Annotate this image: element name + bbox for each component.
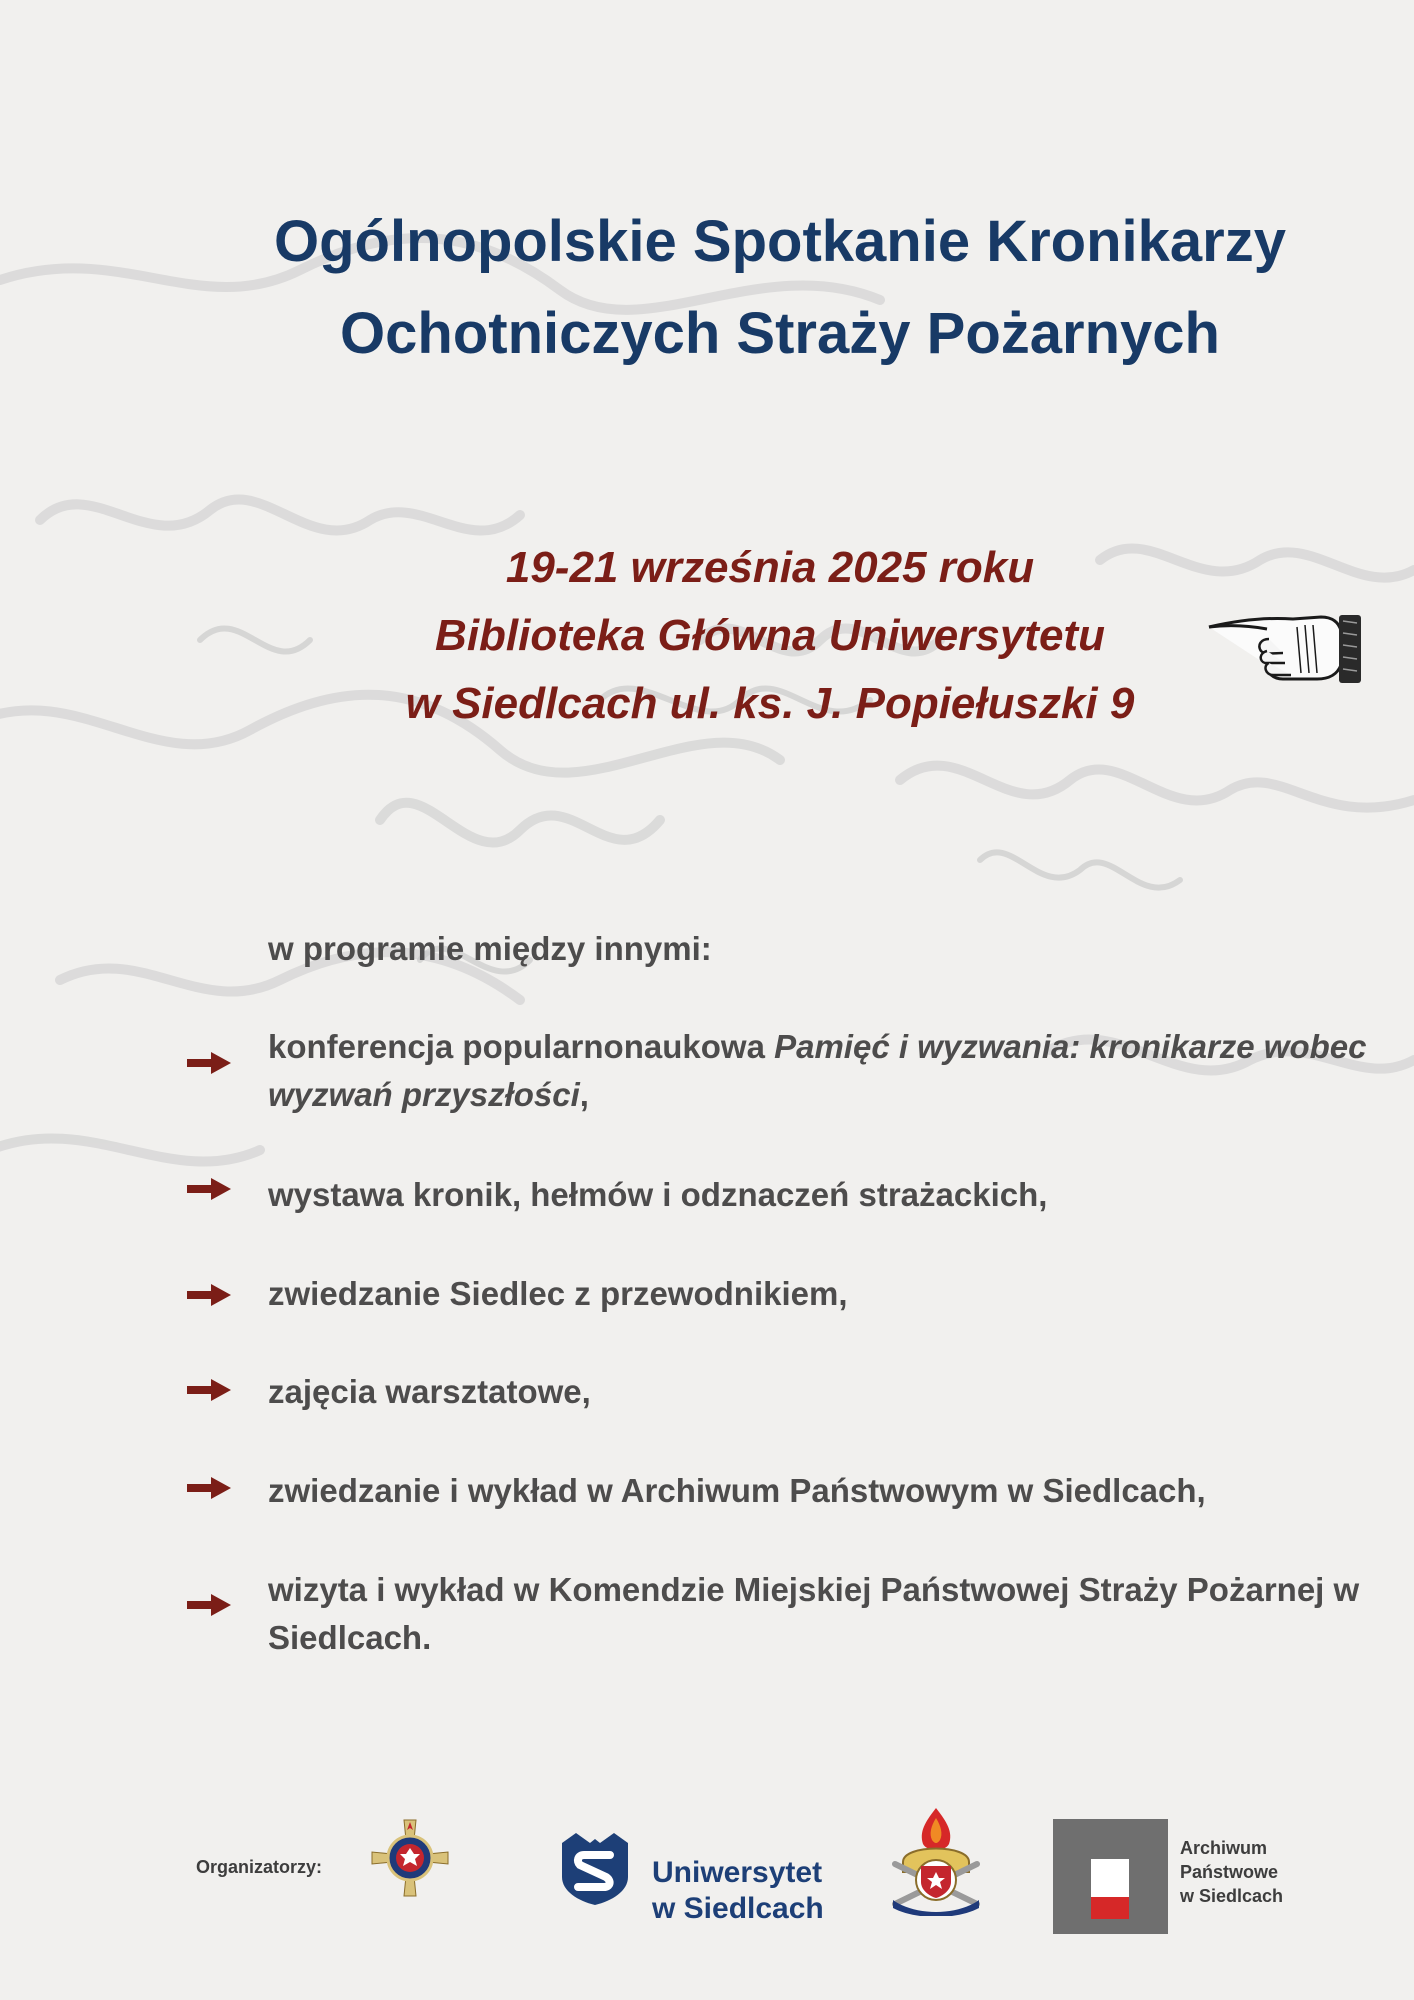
zosp-emblem-logo: [370, 1818, 450, 1898]
title-line-1: Ogólnopolskie Spotkanie Kronikarzy: [274, 209, 1286, 274]
program-item-2: wystawa kronik, hełmów i odznaczeń strażackich,: [268, 1176, 1048, 1213]
university-name: [652, 1855, 824, 1927]
organizers-label: Organizatorzy:: [196, 1857, 323, 1877]
program-item-1-conference-title: Pamięć i wyzwania: kronikarze wobec wyzwań przyszłości: [268, 1028, 1367, 1113]
event-venue-line-1: Biblioteka Główna Uniwersytetu: [435, 611, 1105, 660]
archiwum-panstwowe-logo: [1053, 1819, 1168, 1934]
title-line-2: Ochotniczych Straży Pożarnych: [340, 301, 1220, 366]
arrow-right-icon: [187, 1477, 231, 1499]
archive-name-line-2: Państwowe: [1180, 1862, 1279, 1882]
event-dates: 19-21 września 2025 roku: [505, 543, 1035, 592]
arrow-right-icon: [187, 1284, 231, 1306]
event-venue-line-2: w Siedlcach ul. ks. J. Popiełuszki 9: [405, 679, 1135, 728]
program-intro: w programie między innymi:: [268, 930, 712, 967]
arrow-right-icon: [187, 1178, 231, 1200]
program-item-1-prefix: konferencja popularnonaukowa: [268, 1028, 775, 1065]
university-name-line-2: w Siedlcach: [652, 1892, 824, 1925]
program-item-1: [268, 1023, 1368, 1119]
arrow-right-icon: [187, 1379, 231, 1401]
archive-name-line-1: Archiwum: [1180, 1838, 1268, 1858]
program-item-1-suffix: ,: [579, 1076, 589, 1113]
pointing-hand-icon: [1205, 603, 1365, 693]
event-details: [300, 534, 1240, 738]
psp-emblem-logo: [885, 1806, 987, 1916]
arrow-right-icon: [187, 1594, 231, 1616]
university-siedlce-logo: [556, 1829, 634, 1907]
page-title: [160, 196, 1400, 380]
program-item-3: zwiedzanie Siedlec z przewodnikiem,: [268, 1275, 848, 1312]
archive-name: [1180, 1836, 1283, 1908]
archive-name-line-3: w Siedlcach: [1180, 1886, 1284, 1906]
university-name-line-1: Uniwersytet: [652, 1856, 823, 1889]
arrow-right-icon: [187, 1052, 231, 1074]
program-item-6: wizyta i wykład w Komendzie Miejskiej Państwowej Straży Pożarnej w Siedlcach.: [268, 1571, 1360, 1656]
program-item-4: zajęcia warsztatowe,: [268, 1373, 591, 1410]
program-item-5: zwiedzanie i wykład w Archiwum Państwowym w Siedlcach,: [268, 1472, 1206, 1509]
